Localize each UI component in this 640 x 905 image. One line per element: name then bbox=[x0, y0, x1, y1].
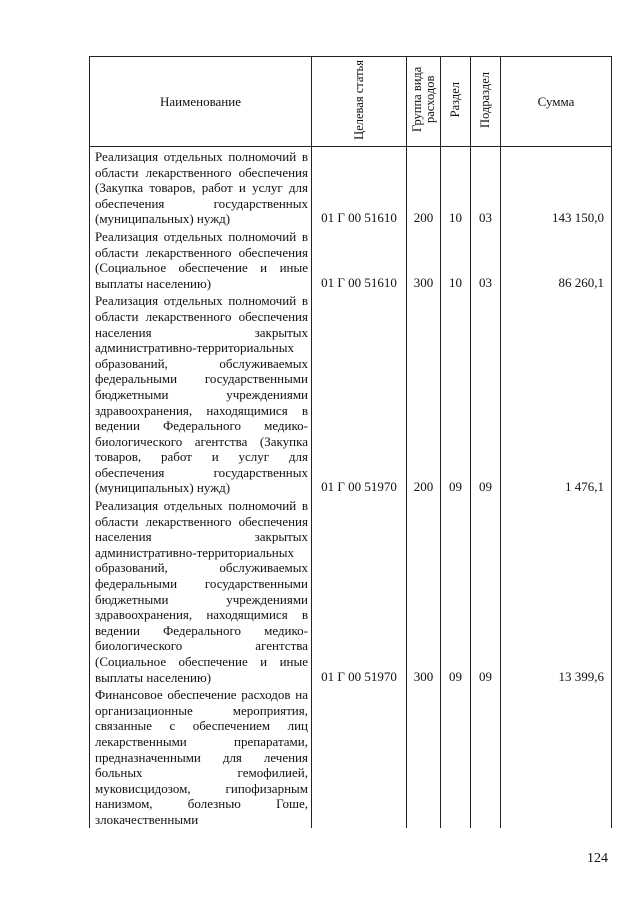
row-sum: 143 150,0 bbox=[501, 147, 612, 227]
row-target bbox=[312, 685, 407, 827]
row-name: Финансовое обеспечение расходов на организационные мероприятия, связанные с обеспечением лиц лекарственными препаратами, предназначенными для лечения больных гемофилией, муковисцидозом, гипофизарным нанизмом, болезнью Гоше, злокачественными bbox=[90, 685, 312, 827]
row-name: Реализация отдельных полномочий в области лекарственного обеспечения населения закрытых административно-территориальных образований, обслуживаемых федеральными государственными бюджетными учреждениями здравоохранения, находящимися в ведении Федерального медико-биологического агентства (Социальное обеспечение и иные выплаты населению) bbox=[90, 496, 312, 685]
table-row bbox=[90, 147, 612, 227]
row-target: 01 Г 00 51970 bbox=[312, 291, 407, 496]
header-group: Группа вида расходов bbox=[407, 57, 441, 147]
header-subsection: Подраздел bbox=[471, 57, 501, 147]
row-name: Реализация отдельных полномочий в области лекарственного обеспечения (Закупка товаров, работ и услуг для обеспечения государственных (муниципальных) нужд) bbox=[90, 147, 312, 227]
row-sum: 86 260,1 bbox=[501, 227, 612, 291]
row-name: Реализация отдельных полномочий в области лекарственного обеспечения населения закрытых административно-территориальных образований, обслуживаемых федеральными государственными бюджетными учреждениями здравоохранения, находящимися в ведении Федерального медико-биологического агентства (Закупка товаров, работ и услуг для обеспечения государственных (муниципальных) нужд) bbox=[90, 291, 312, 496]
row-target: 01 Г 00 51610 bbox=[312, 227, 407, 291]
budget-table bbox=[89, 56, 612, 828]
table-row bbox=[90, 291, 612, 496]
row-section: 10 bbox=[441, 227, 471, 291]
header-target: Целевая статья bbox=[312, 57, 407, 147]
row-target: 01 Г 00 51970 bbox=[312, 496, 407, 685]
page-number: 124 bbox=[587, 851, 608, 866]
row-subsection: 09 bbox=[471, 496, 501, 685]
row-sum bbox=[501, 685, 612, 827]
table-row bbox=[90, 685, 612, 827]
row-sum: 13 399,6 bbox=[501, 496, 612, 685]
row-subsection: 09 bbox=[471, 291, 501, 496]
row-section: 10 bbox=[441, 147, 471, 227]
row-section bbox=[441, 685, 471, 827]
row-section: 09 bbox=[441, 496, 471, 685]
header-sum: Сумма bbox=[501, 57, 612, 147]
row-sum: 1 476,1 bbox=[501, 291, 612, 496]
row-group: 200 bbox=[407, 291, 441, 496]
table-row bbox=[90, 227, 612, 291]
row-subsection: 03 bbox=[471, 147, 501, 227]
header-section: Раздел bbox=[441, 57, 471, 147]
table-row bbox=[90, 496, 612, 685]
table-header-row bbox=[90, 57, 612, 147]
row-group bbox=[407, 685, 441, 827]
row-group: 300 bbox=[407, 227, 441, 291]
row-group: 300 bbox=[407, 496, 441, 685]
row-name: Реализация отдельных полномочий в области лекарственного обеспечения (Социальное обеспечение и иные выплаты населению) bbox=[90, 227, 312, 291]
row-subsection: 03 bbox=[471, 227, 501, 291]
header-name: Наименование bbox=[90, 57, 312, 147]
row-subsection bbox=[471, 685, 501, 827]
row-section: 09 bbox=[441, 291, 471, 496]
row-group: 200 bbox=[407, 147, 441, 227]
row-target: 01 Г 00 51610 bbox=[312, 147, 407, 227]
